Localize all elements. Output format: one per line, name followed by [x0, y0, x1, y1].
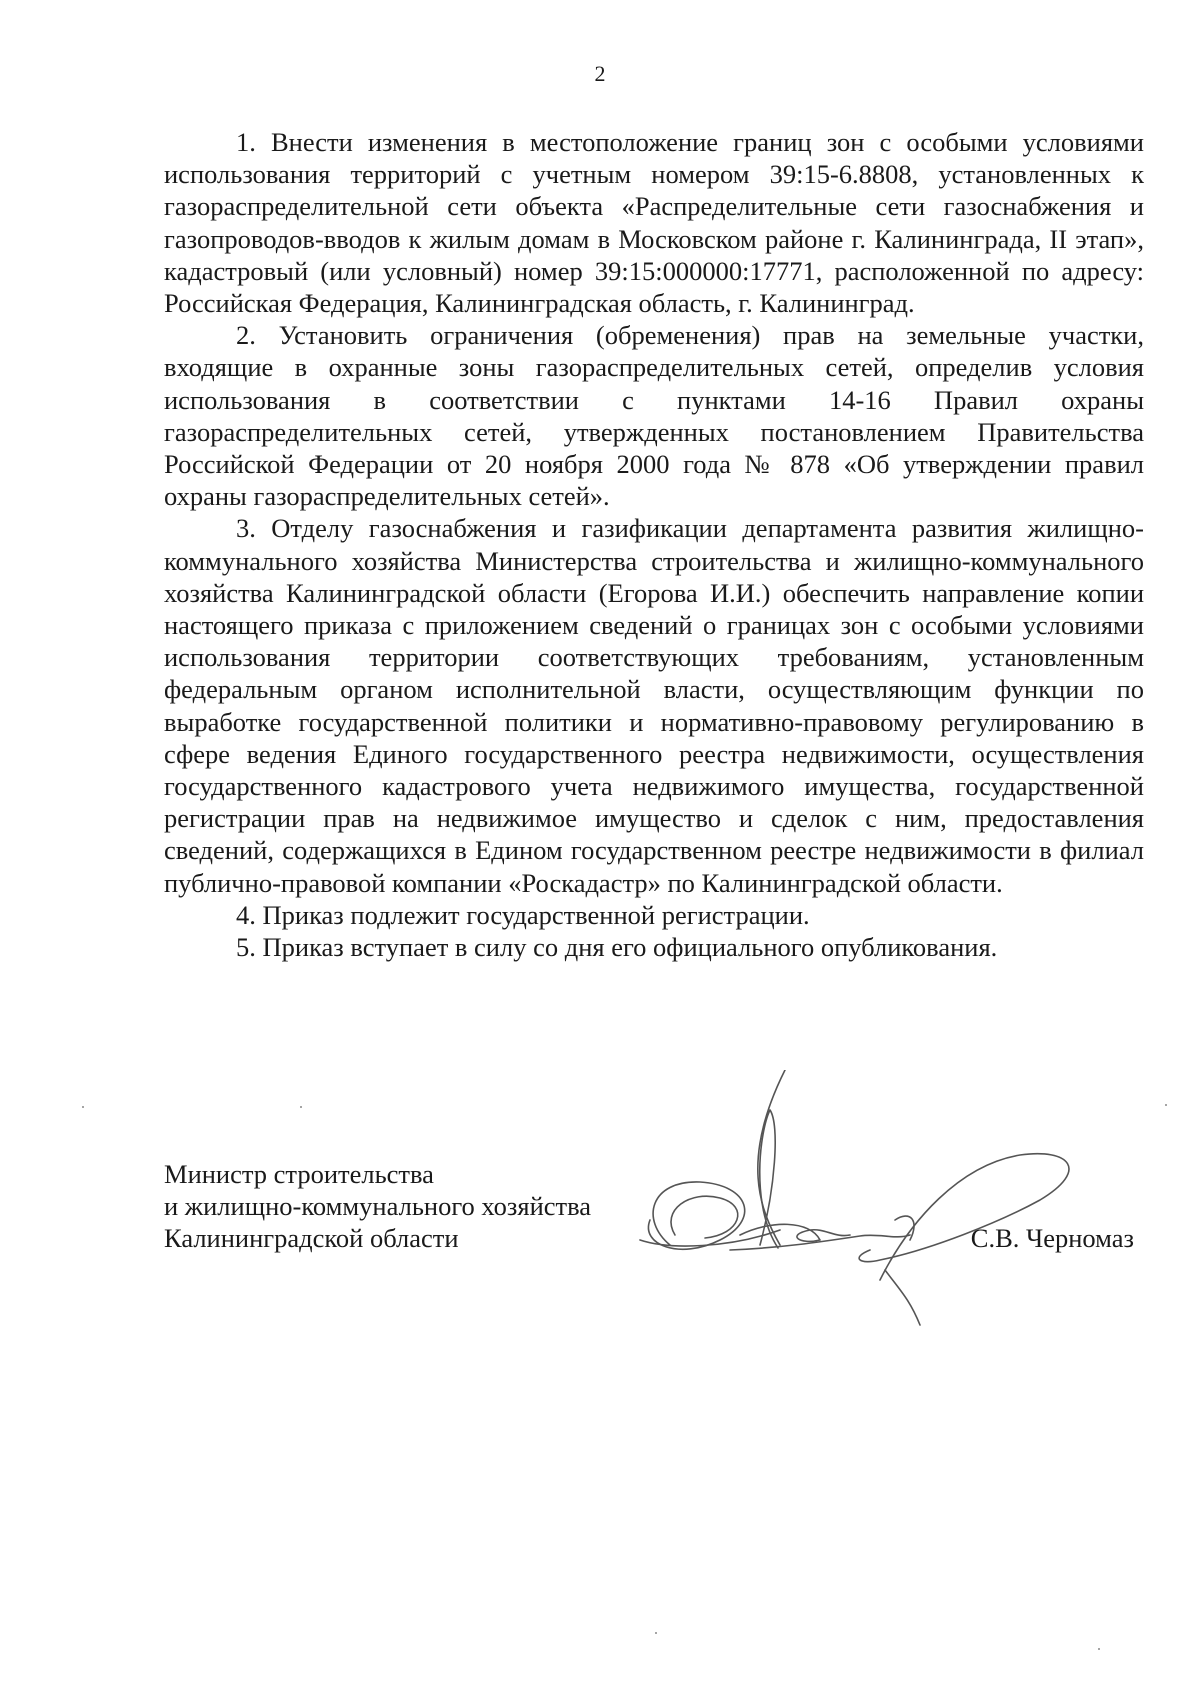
paragraph-2: 2. Установить ограничения (обременения) прав на земельные участки, входящие в охранные зоны газораспределительных сетей, определив условия использования в соответствии с пунктами 14-16 Правил охраны газораспределительных сетей, утвержденных постановлением Правительства Российской Федерации от 20 ноября 2000 года № 878 «Об утверждении правил охраны газораспределительных сетей».	[164, 320, 1144, 512]
scan-speck	[1098, 1648, 1100, 1650]
signatory-title-line-2: и жилищно-коммунального хозяйства	[164, 1191, 592, 1222]
paragraph-4: 4. Приказ подлежит государственной регистрации.	[236, 899, 810, 930]
signatory-title-line-3: Калининградской области	[164, 1223, 459, 1254]
paragraph-5: 5. Приказ вступает в силу со дня его официального опубликования.	[236, 932, 998, 963]
signatory-name: С.В. Черномаз	[970, 1223, 1134, 1253]
page-number: 2	[594, 61, 606, 86]
paragraph-3: 3. Отделу газоснабжения и газификации департамента развития жилищно-коммунального хозяйства Министерства строительства и жилищно-коммунального хозяйства Калининградской области (Егорова И.И.) обеспечить направление копии настоящего приказа с приложением сведений о границах зон с особыми условиями использования территории соответствующих требованиям, установленным федеральным органом исполнительной власти, осуществляющим функции по выработке государственной политики и нормативно-правовому регулированию в сфере ведения Единого государственного реестра недвижимости, осуществления государственного кадастрового учета недвижимого имущества, государственной регистрации прав на недвижимое имущество и сделок с ним, предоставления сведений, содержащихся в Едином государственном реестре недвижимости в филиал публично-правовой компании «Роскадастр» по Калининградской области.	[164, 513, 1144, 898]
signature-block	[164, 1158, 1144, 1255]
signatory-title-line-1: Министр строительства	[164, 1159, 434, 1189]
paragraph-1: 1. Внести изменения в местоположение границ зон с особыми условиями использования территорий с учетным номером 39:15-6.8808, установленных к газораспределительной сети объекта «Распределительные сети газоснабжения и газопроводов-вводов к жилым домам в Московском районе г. Калининграда, II этап», кадастровый (или условный) номер 39:15:000000:17771, расположенной по адресу: Российская Федерация, Калининградская область, г. Калининград.	[164, 127, 1144, 319]
scan-speck	[82, 1106, 84, 1108]
scan-speck	[655, 1632, 657, 1634]
document-body	[164, 126, 1144, 963]
scan-speck	[1165, 1104, 1167, 1106]
scan-speck	[300, 1106, 302, 1108]
